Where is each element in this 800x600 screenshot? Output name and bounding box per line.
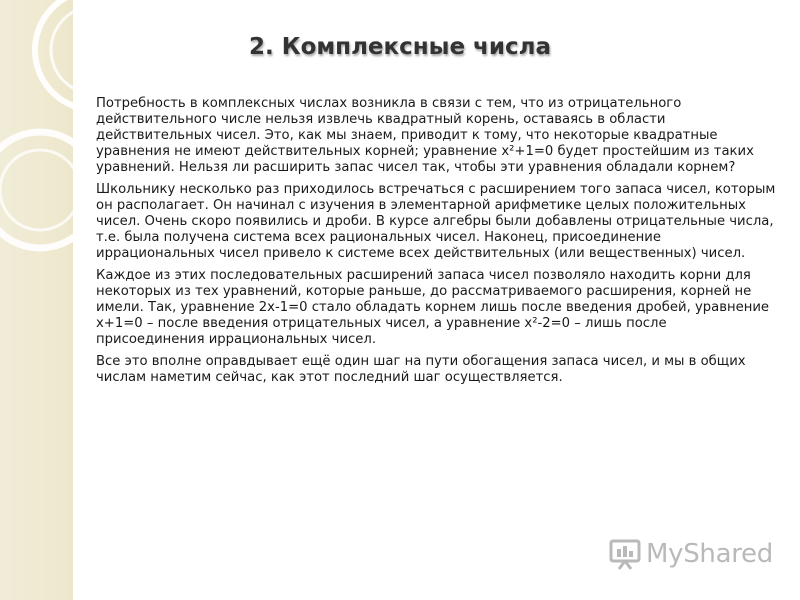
myshared-watermark — [608, 536, 773, 572]
paragraph-1: Потребность в комплексных числах возникла в связи с тем, что из отрицательного действительного числе нельзя извлечь квадратный корень, оставаясь в области действительных чисел. Это, как мы знаем, приводит к тому, что некоторые квадратные уравнения не имеют действительных корней; уравнение x²+1=0 будет простейшим из таких уравнений. Нельзя ли расширить запас чисел так, чтобы эти уравнения обладали корнем? — [96, 96, 754, 175]
paragraph-3: Каждое из этих последовательных расширений запаса чисел позволяло находить корни для некоторых из тех уравнений, которые раньше, до рассматриваемого расширения, корней не имели. Так, уравнение 2x-1=0 стало обладать корнем лишь после введения дробей, уравнение x+1=0 – после введения отрицательных чисел, а уравнение x²-2=0 – лишь после присоединения иррациональных чисел. — [96, 268, 770, 347]
slide-title: 2. Комплексные числа — [249, 34, 551, 60]
paragraph-4: Все это вполне оправдывает ещё один шаг на пути обогащения запаса чисел, и мы в общих числам наметим сейчас, как этот последний шаг осуществляется. — [96, 354, 746, 385]
slide-body — [96, 96, 776, 392]
watermark-text: MyShared — [646, 539, 773, 569]
paragraph-2: Школьнику несколько раз приходилось встречаться с расширением того запаса чисел, которым он располагает. Он начинал с изучения в элементарной арифметике целых положительных чисел. Очень скоро появились и дроби. В курсе алгебры были добавлены отрицательные числа, т.е. была получена система всех рациональных чисел. Наконец, присоединение иррациональных чисел привело к системе всех действительных (или вещественных) чисел. — [96, 182, 776, 261]
presentation-board-icon — [608, 537, 642, 571]
